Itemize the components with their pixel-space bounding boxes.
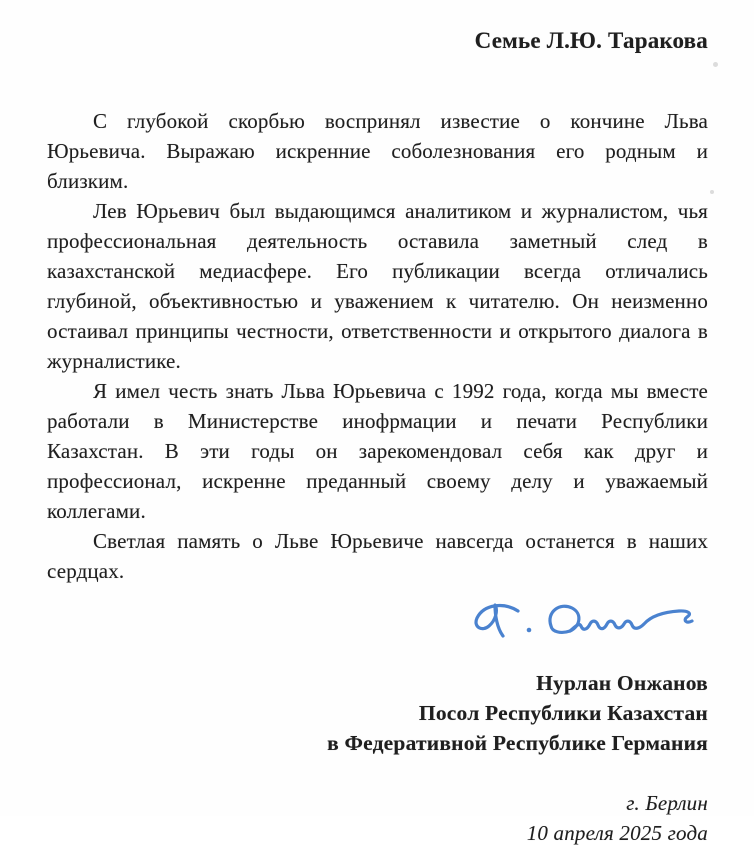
scan-speckle bbox=[710, 190, 714, 194]
paragraph-condolence: С глубокой скорбью воспринял известие о кончине Льва Юрьевича. Выражаю искренние соболезнования его родным и близким. bbox=[47, 109, 708, 193]
signer-block bbox=[47, 668, 708, 758]
paragraph-memory: Светлая память о Льве Юрьевиче навсегда останется в наших сердцах. bbox=[47, 529, 708, 583]
handwritten-signature-icon bbox=[472, 597, 700, 661]
paragraph-tribute: Лев Юрьевич был выдающимся аналитиком и журналистом, чья профессиональная деятельность оставила заметный след в казахстанской медиасфере. Его публикации всегда отличались глубиной, объективностью и уважением к читателю. Он неизменно остаивал принципы честности, ответственности и открытого диалога в журналистике. bbox=[47, 199, 708, 373]
recipient-line: Семье Л.Ю. Таракова bbox=[474, 28, 708, 53]
date-line: 10 апреля 2025 года bbox=[526, 821, 708, 845]
letter-body bbox=[47, 106, 708, 586]
paragraph-acquaintance: Я имел честь знать Льва Юрьевича с 1992 года, когда мы вместе работали в Министерстве инофрмации и печати Республики Казахстан. В эти годы он зарекомендовал себя как друг и профессионал, искренне преданный своему делу и уважаемый коллегами. bbox=[47, 379, 708, 523]
place-date-block bbox=[47, 788, 708, 848]
signer-title-line1: Посол Республики Казахстан bbox=[418, 701, 708, 725]
place-line: г. Берлин bbox=[626, 791, 708, 815]
signature-block bbox=[47, 596, 708, 662]
signer-title-line2: в Федеративной Республике Германия bbox=[327, 731, 708, 755]
scan-speckle bbox=[713, 62, 718, 67]
signer-name: Нурлан Онжанов bbox=[536, 671, 708, 695]
